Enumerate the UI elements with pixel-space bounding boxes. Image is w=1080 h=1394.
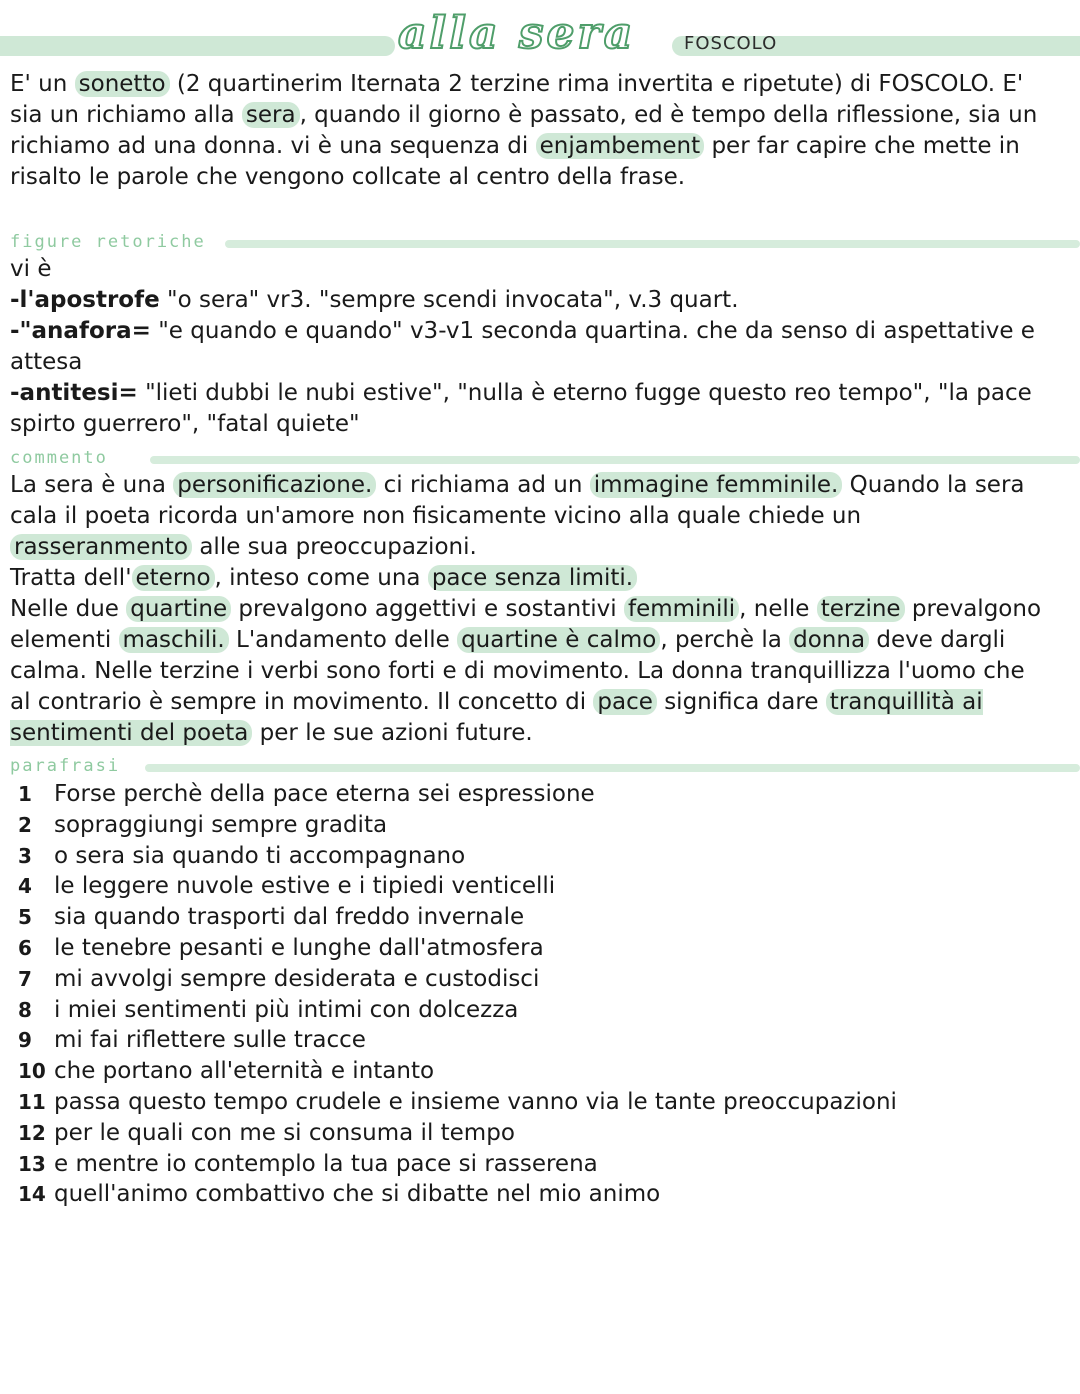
highlight: terzine xyxy=(817,596,905,622)
line-number: 12 xyxy=(18,1120,46,1145)
highlight: pace xyxy=(593,689,657,715)
intro-text: , quando il giorno è passato, ed è tempo della riflessione, sia un richiamo ad una donna. vi è una sequenza di xyxy=(10,102,1038,159)
line-text: le tenebre pesanti e lunghe dall'atmosfera xyxy=(54,934,544,961)
commento-text: Quando la sera cala il poeta ricorda un'amore non fisicamente vicino alla quale chiede un xyxy=(10,472,1025,529)
section-parafrasi xyxy=(10,755,1080,779)
line-number: 13 xyxy=(18,1151,46,1176)
parafrasi-line xyxy=(18,871,1058,902)
commento-text: per le sue azioni future. xyxy=(252,720,533,746)
intro-paragraph xyxy=(10,69,1050,193)
line-text: Forse perchè della pace eterna sei espressione xyxy=(54,781,595,807)
line-number: 9 xyxy=(18,1028,32,1053)
figure-anafora xyxy=(10,316,1050,378)
intro-text: E' un xyxy=(10,71,75,97)
line-text: quell'animo combattivo che si dibatte nel mio animo xyxy=(54,1181,661,1208)
figure-text: "e quando e quando" v3-v1 seconda quartina. che da senso di aspettative e attesa xyxy=(10,318,1035,375)
highlight: enjambement xyxy=(536,133,705,159)
commento-text: La sera è una xyxy=(10,472,174,498)
highlight: personificazione. xyxy=(173,472,376,498)
section-divider xyxy=(150,456,1080,464)
parafrasi-line xyxy=(18,779,1058,810)
line-text: per le quali con me si consuma il tempo xyxy=(54,1119,515,1146)
parafrasi-line xyxy=(18,902,1058,933)
title-bar-left xyxy=(0,36,395,56)
commento-text: Nelle due xyxy=(10,596,127,622)
line-number: 6 xyxy=(18,935,32,960)
highlight: quartine xyxy=(126,596,231,622)
highlight: quartine è calmo xyxy=(457,627,660,653)
line-text: sopraggiungi sempre gradita xyxy=(54,811,388,838)
highlight: maschili. xyxy=(119,627,229,653)
line-number: 14 xyxy=(18,1182,46,1207)
author-label: FOSCOLO xyxy=(684,33,778,54)
line-number: 1 xyxy=(18,782,32,806)
parafrasi-line xyxy=(18,1179,1058,1210)
line-text: mi avvolgi sempre desiderata e custodisci xyxy=(54,965,540,992)
parafrasi-line xyxy=(18,810,1058,841)
section-commento xyxy=(10,447,1080,471)
highlight: femminili xyxy=(624,596,739,622)
line-number: 4 xyxy=(18,874,32,899)
commento-text: prevalgono aggettivi e sostantivi xyxy=(231,596,624,622)
highlight: sonetto xyxy=(75,71,170,97)
highlight: sera xyxy=(242,102,300,128)
commento-paragraph-2 xyxy=(10,563,1050,594)
figure-text: "lieti dubbi le nubi estive", "nulla è eterno fugge questo reo tempo", "la pace spirto guerrero", "fatal quiete" xyxy=(10,380,1032,437)
commento-text: alle sua preoccupazioni. xyxy=(192,534,477,560)
figure-term: -antitesi= xyxy=(10,380,138,406)
commento-text: Tratta dell' xyxy=(10,565,132,591)
parafrasi-line xyxy=(18,964,1058,995)
line-number: 10 xyxy=(18,1059,46,1084)
figure-text: "o sera" vr3. "sempre scendi invocata", v.3 quart. xyxy=(159,287,739,313)
line-text: le leggere nuvole estive e i tipiedi venticelli xyxy=(54,873,556,900)
highlight: eterno xyxy=(132,565,215,591)
commento-text: , inteso come una xyxy=(214,565,428,591)
line-text: i miei sentimenti più intimi con dolcezza xyxy=(54,996,519,1023)
commento-text: significa dare xyxy=(656,689,826,715)
figure-antitesi xyxy=(10,378,1050,440)
line-text: o sera sia quando ti accompagnano xyxy=(54,842,466,869)
line-text: mi fai riflettere sulle tracce xyxy=(54,1027,366,1054)
intro-text: per far capire che mette in risalto le parole che vengono collcate al centro della frase. xyxy=(10,133,1020,190)
line-text: passa questo tempo crudele e insieme vanno via le tante preoccupazioni xyxy=(54,1088,897,1115)
parafrasi-line xyxy=(18,1087,1058,1118)
line-text: che portano all'eternità e intanto xyxy=(54,1058,435,1085)
commento-paragraph-1 xyxy=(10,470,1050,563)
line-text: sia quando trasporti dal freddo invernale xyxy=(54,904,525,931)
figure-term: -l'apostrofe xyxy=(10,287,160,313)
section-divider xyxy=(225,240,1080,248)
highlight: pace senza limiti. xyxy=(428,565,637,591)
line-number: 2 xyxy=(18,812,32,837)
commento-text: , perchè la xyxy=(660,627,790,653)
figure-term: -"anafora= xyxy=(10,318,151,344)
parafrasi-line xyxy=(18,841,1058,872)
commento-text: , nelle xyxy=(739,596,817,622)
section-heading: commento xyxy=(10,448,108,468)
parafrasi-line xyxy=(18,1056,1058,1087)
parafrasi-line xyxy=(18,995,1058,1026)
commento-text: ci richiama ad un xyxy=(376,472,590,498)
commento-block xyxy=(10,470,1050,749)
parafrasi-line xyxy=(18,1149,1058,1180)
highlight: donna xyxy=(789,627,869,653)
line-number: 11 xyxy=(18,1089,46,1114)
line-number: 8 xyxy=(18,997,32,1022)
line-number: 3 xyxy=(18,843,32,868)
parafrasi-line xyxy=(18,1118,1058,1149)
commento-text: deve dargli calma. Nelle terzine i verbi sono forti e di movimento. La donna tranquillizza l'uomo che al contrario è sempre in movimento. Il concetto di xyxy=(10,627,1025,715)
section-heading: parafrasi xyxy=(10,756,121,776)
highlight: immagine femminile. xyxy=(590,472,843,498)
section-figure-retoriche xyxy=(10,231,1080,255)
figure-retoriche-block xyxy=(10,254,1050,440)
highlight: rasseranmento xyxy=(10,534,192,560)
line-number: 7 xyxy=(18,966,32,991)
parafrasi-line xyxy=(18,1025,1058,1056)
figure-intro: vi è xyxy=(10,256,52,282)
intro-text: (2 quartinerim Iternata 2 terzine rima invertita e ripetute) di FOSCOLO. E' sia un richiamo alla xyxy=(10,71,1024,128)
commento-text: L'andamento delle xyxy=(228,627,458,653)
section-heading: figure retoriche xyxy=(10,232,206,252)
parafrasi-line xyxy=(18,933,1058,964)
highlight: tranquillità ai sentimenti del poeta xyxy=(10,689,983,746)
line-number: 5 xyxy=(18,905,32,930)
figure-apostrofe xyxy=(10,285,1050,316)
page-title: alla sera xyxy=(398,8,636,59)
commento-paragraph-3 xyxy=(10,594,1050,749)
line-text: e mentre io contemplo la tua pace si rasserena xyxy=(54,1150,598,1177)
section-divider xyxy=(145,764,1080,772)
commento-text: prevalgono elementi xyxy=(10,596,1042,653)
parafrasi-list xyxy=(18,779,1058,1210)
